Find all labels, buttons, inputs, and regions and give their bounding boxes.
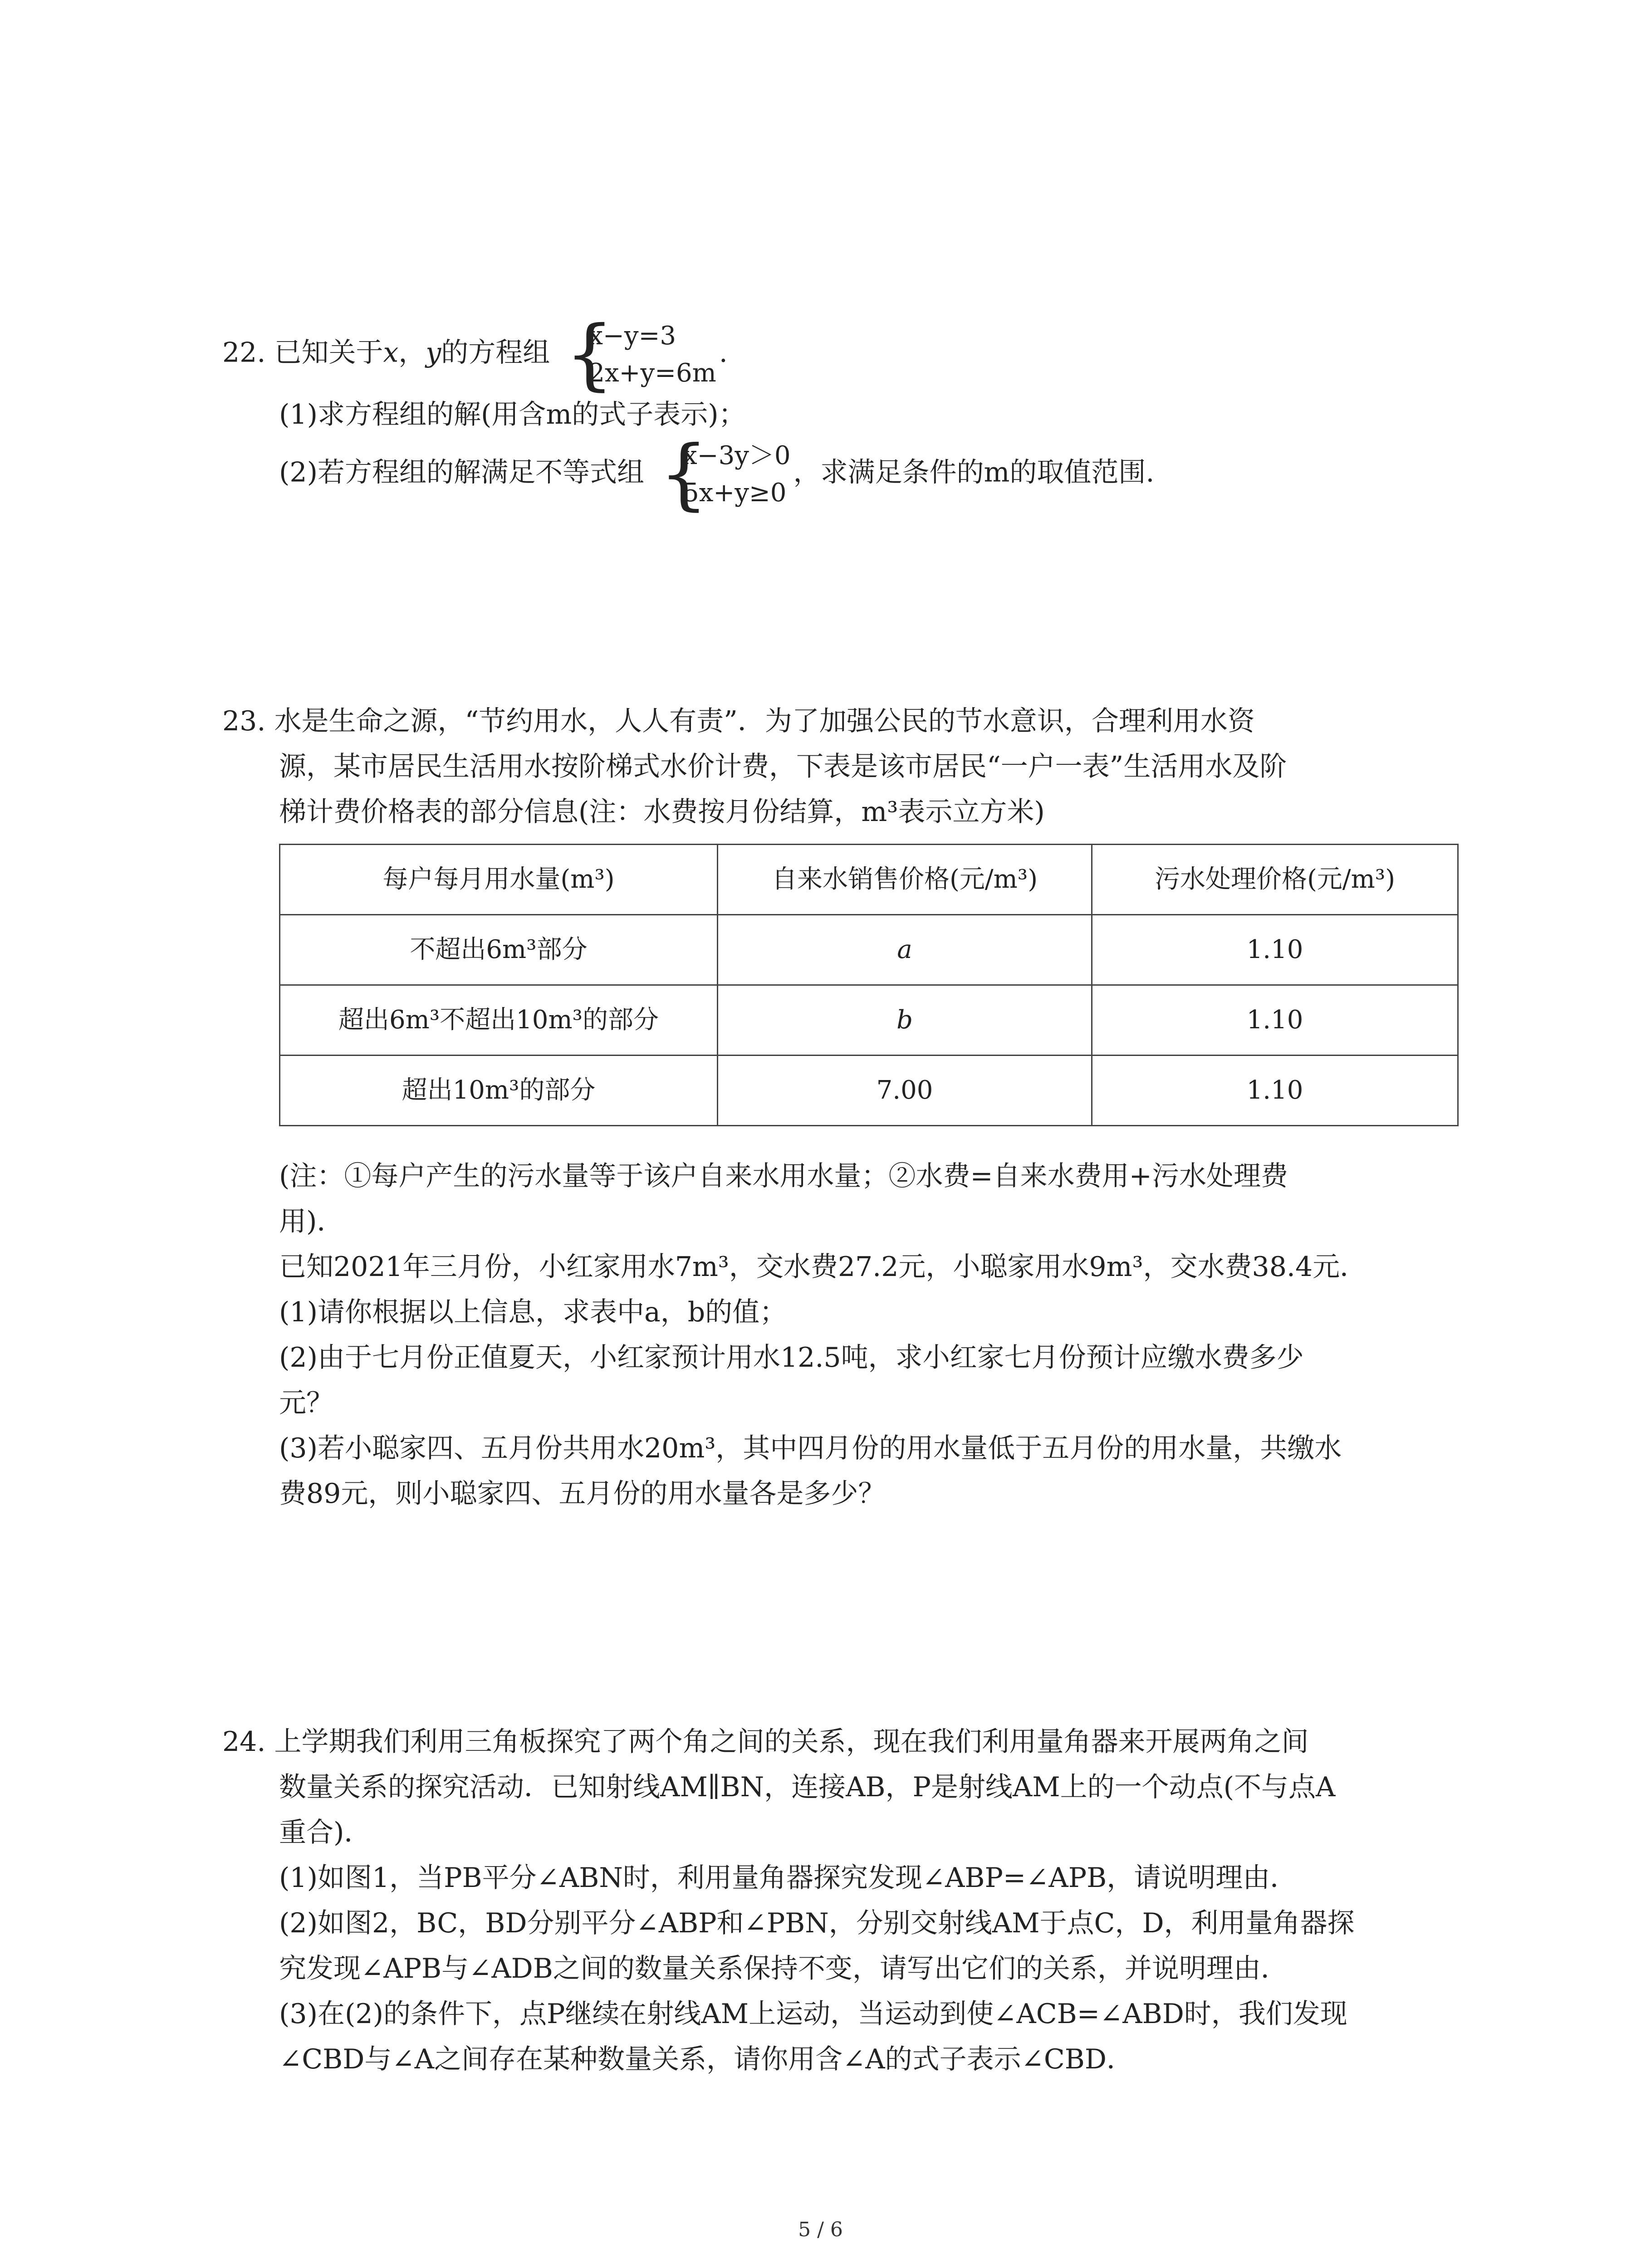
q22-var-y: y	[426, 337, 441, 369]
table-cell: 超出10m³的部分	[280, 1056, 718, 1126]
q22-part-1: (1)求方程组的解(用含m的式子表示)；	[279, 399, 746, 430]
left-brace-icon: {	[565, 309, 614, 399]
table-cell: 7.00	[718, 1056, 1092, 1126]
q22-part-2-pre: (2)若方程组的解满足不等式组	[279, 456, 644, 489]
q22-stem-pre: 22. 已知关于	[222, 337, 383, 369]
q23-note-1: (注：①每户产生的污水量等于该户自来水用水量；②水费=自来水费用+污水处理费	[279, 1160, 1288, 1192]
q22-stem-end: .	[719, 337, 728, 369]
page-number: 5 / 6	[798, 2218, 843, 2241]
q23-line-2: 源，某市居民生活用水按阶梯式水价计费，下表是该市居民“一户一表”生活用水及阶	[279, 751, 1287, 782]
q23-given: 已知2021年三月份，小红家用水7m³，交水费27.2元，小聪家用水9m³，交水费38.4元．	[279, 1251, 1367, 1283]
equation-2: 2x+y=6m	[588, 358, 716, 388]
question-22	[222, 309, 1456, 519]
table-header-row	[280, 845, 1458, 915]
q23-part-2a: (2)由于七月份正值夏天，小红家预计用水12.5吨，求小红家七月份预计应缴水费多少	[279, 1342, 1304, 1374]
q24-part-1: (1)如图1，当PB平分∠ABN时，利用量角器探究发现∠ABP=∠APB，请说明理由．	[279, 1862, 1298, 1894]
q24-line-2: 数量关系的探究活动．已知射线AM∥BN，连接AB，P是射线AM上的一个动点(不与点A	[279, 1771, 1336, 1803]
q23-line-3: 梯计费价格表的部分信息(注：水费按月份结算，m³表示立方米)	[279, 796, 1045, 828]
q24-part-2a: (2)如图2，BC，BD分别平分∠ABP和∠PBN，分别交射线AM于点C，D，利用量角器探	[279, 1907, 1355, 1939]
table-cell: 1.10	[1092, 1056, 1458, 1126]
table-header-cell: 自来水销售价格(元/m³)	[718, 845, 1092, 915]
question-24	[222, 1719, 1456, 2082]
q22-comma: ，	[398, 337, 426, 369]
table-cell: 超出6m³不超出10m³的部分	[280, 985, 718, 1056]
left-brace-icon: {	[659, 429, 709, 519]
table-cell: b	[718, 985, 1092, 1056]
q24-line-3: 重合)．	[279, 1817, 372, 1848]
q22-stem-mid: 的方程组	[441, 337, 550, 369]
q23-part-1: (1)请你根据以上信息，求表中a，b的值；	[279, 1296, 787, 1328]
table-header-cell: 每户每月用水量(m³)	[280, 845, 718, 915]
q23-part-3a: (3)若小聪家四、五月份共用水20m³，其中四月份的用水量低于五月份的用水量，共缴水	[279, 1432, 1342, 1464]
table-header-cell: 污水处理价格(元/m³)	[1092, 845, 1458, 915]
equation-1: x−y=3	[588, 321, 676, 351]
table-cell: 1.10	[1092, 985, 1458, 1056]
table-cell: a	[718, 915, 1092, 985]
q23-note-2: 用)．	[279, 1206, 344, 1237]
q23-line-1: 23. 水是生命之源，“节约用水，人人有责”．为了加强公民的节水意识，合理利用水资	[222, 705, 1255, 737]
table-row	[280, 1056, 1458, 1126]
q22-var-x: x	[383, 337, 399, 369]
q22-stem	[222, 309, 1456, 399]
q24-part-2b: 究发现∠APB与∠ADB之间的数量关系保持不变，请写出它们的关系，并说明理由．	[279, 1953, 1288, 1984]
q22-part-2-post: ，求满足条件的m的取值范围.	[793, 456, 1155, 489]
table-row	[280, 915, 1458, 985]
inequality-2: 5x+y≥0	[683, 478, 787, 508]
q23-part-2b: 元？	[279, 1387, 333, 1419]
q23-part-3b: 费89元，则小聪家四、五月份的用水量各是多少？	[279, 1478, 886, 1510]
q24-line-1: 24. 上学期我们利用三角板探究了两个角之间的关系，现在我们利用量角器来开展两角之间	[222, 1726, 1309, 1758]
q24-part-3a: (3)在(2)的条件下，点P继续在射线AM上运动，当运动到使∠ACB=∠ABD时，我们发现	[279, 1998, 1347, 2030]
table-cell: 1.10	[1092, 915, 1458, 985]
table-cell: 不超出6m³部分	[280, 915, 718, 985]
question-23	[222, 699, 1456, 1516]
q24-part-3b: ∠CBD与∠A之间存在某种数量关系，请你用含∠A的式子表示∠CBD．	[279, 2043, 1134, 2075]
water-price-table	[279, 844, 1459, 1126]
q22-part-2	[222, 429, 1456, 519]
equation-system	[561, 309, 716, 399]
inequality-system	[656, 429, 791, 519]
table-row	[280, 985, 1458, 1056]
inequality-1: x−3y＞0	[683, 441, 791, 470]
